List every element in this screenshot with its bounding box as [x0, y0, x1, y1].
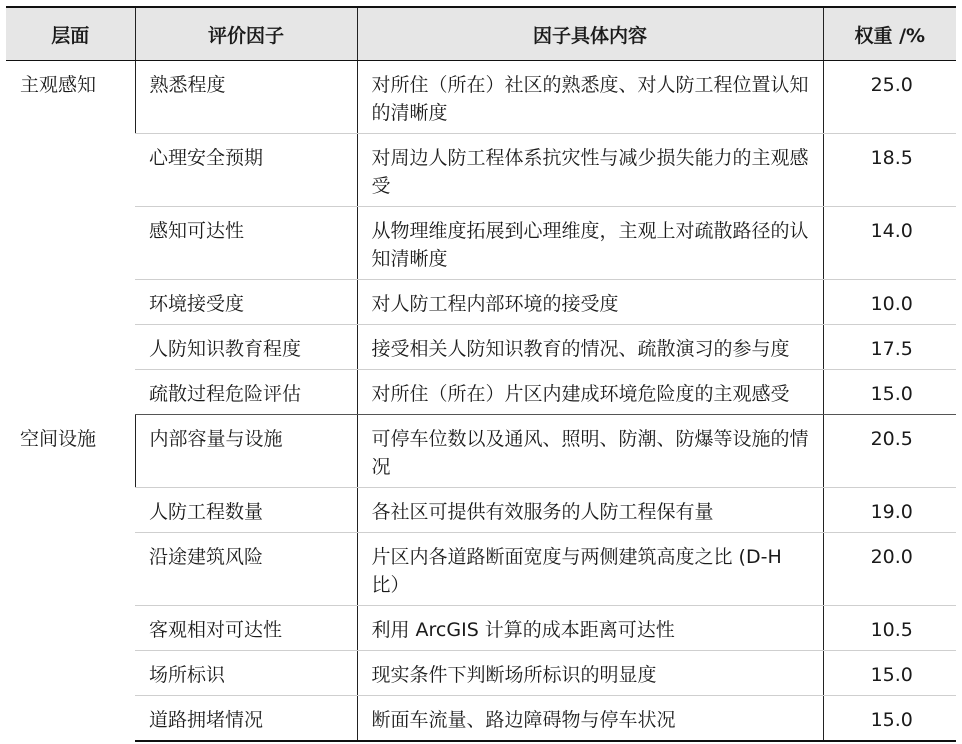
factor-cell: 感知可达性: [135, 207, 357, 280]
evaluation-factor-table: [6, 6, 956, 742]
content-cell: 对周边人防工程体系抗灾性与减少损失能力的主观感受: [357, 134, 823, 207]
content-cell: 对所住（所在）社区的熟悉度、对人防工程位置认知的清晰度: [357, 61, 823, 134]
table-row: [6, 651, 956, 696]
table-row: [6, 280, 956, 325]
weight-cell: 15.0: [823, 651, 956, 696]
weight-cell: 17.5: [823, 325, 956, 370]
weight-cell: 18.5: [823, 134, 956, 207]
factor-cell: 环境接受度: [135, 280, 357, 325]
table-row: [6, 61, 956, 134]
factor-cell: 人防工程数量: [135, 488, 357, 533]
table-row: [6, 696, 956, 742]
table-row: [6, 533, 956, 606]
table-row: [6, 325, 956, 370]
content-cell: 从物理维度拓展到心理维度，主观上对疏散路径的认知清晰度: [357, 207, 823, 280]
factor-cell: 沿途建筑风险: [135, 533, 357, 606]
content-cell: 对人防工程内部环境的接受度: [357, 280, 823, 325]
table-row: [6, 606, 956, 651]
factor-cell: 场所标识: [135, 651, 357, 696]
layer-cell: 空间设施: [20, 427, 97, 450]
content-cell: 各社区可提供有效服务的人防工程保有量: [357, 488, 823, 533]
header-factor: 评价因子: [135, 7, 357, 61]
factor-cell: 人防知识教育程度: [135, 325, 357, 370]
header-layer: 层面: [6, 7, 135, 61]
weight-cell: 20.5: [823, 415, 956, 488]
weight-cell: 10.5: [823, 606, 956, 651]
header-content: 因子具体内容: [357, 7, 823, 61]
factor-cell: 客观相对可达性: [135, 606, 357, 651]
table-row: [6, 134, 956, 207]
header-weight: 权重 /%: [823, 7, 956, 61]
table-row: [6, 488, 956, 533]
content-cell: 接受相关人防知识教育的情况、疏散演习的参与度: [357, 325, 823, 370]
table-row: [6, 415, 956, 488]
content-cell: 利用 ArcGIS 计算的成本距离可达性: [357, 606, 823, 651]
table-row: [6, 370, 956, 415]
evaluation-table-container: [6, 6, 956, 742]
factor-cell: 道路拥堵情况: [135, 696, 357, 742]
table-row: [6, 207, 956, 280]
weight-cell: 25.0: [823, 61, 956, 134]
factor-cell: 心理安全预期: [135, 134, 357, 207]
weight-cell: 10.0: [823, 280, 956, 325]
weight-cell: 20.0: [823, 533, 956, 606]
weight-cell: 19.0: [823, 488, 956, 533]
content-cell: 可停车位数以及通风、照明、防潮、防爆等设施的情况: [357, 415, 823, 488]
content-cell: 现实条件下判断场所标识的明显度: [357, 651, 823, 696]
factor-cell: 内部容量与设施: [135, 415, 357, 488]
factor-cell: 熟悉程度: [135, 61, 357, 134]
content-cell: 片区内各道路断面宽度与两侧建筑高度之比 (D-H 比）: [357, 533, 823, 606]
layer-cell: 主观感知: [20, 74, 97, 96]
weight-cell: 14.0: [823, 207, 956, 280]
table-header-row: [6, 7, 956, 61]
weight-cell: 15.0: [823, 370, 956, 415]
weight-cell: 15.0: [823, 696, 956, 742]
content-cell: 对所住（所在）片区内建成环境危险度的主观感受: [357, 370, 823, 415]
factor-cell: 疏散过程危险评估: [135, 370, 357, 415]
content-cell: 断面车流量、路边障碍物与停车状况: [357, 696, 823, 742]
